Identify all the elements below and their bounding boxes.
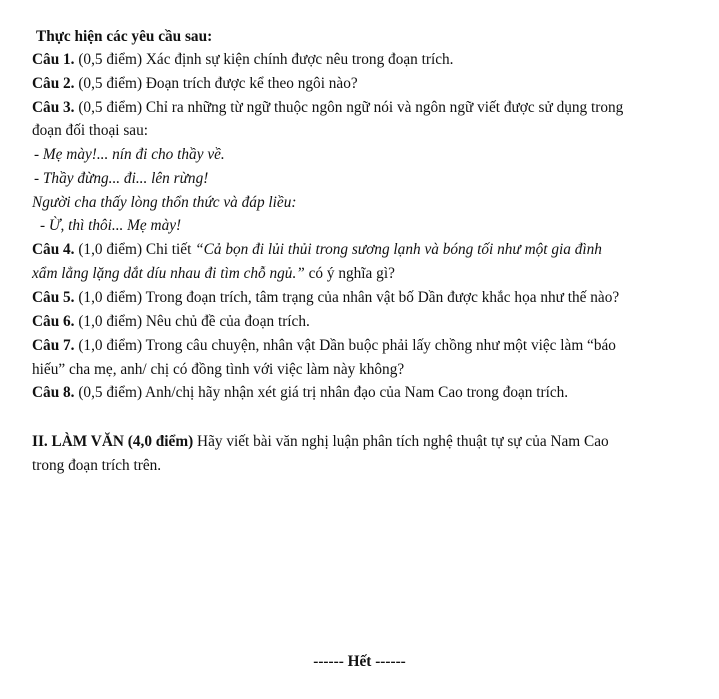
- question-4-continued: [32, 264, 395, 284]
- question-2-text: (0,5 điểm) Đoạn trích được kể theo ngôi nào?: [78, 75, 358, 92]
- question-1-label: Câu 1.: [32, 51, 75, 68]
- instructions-heading: [36, 27, 212, 47]
- question-7: [32, 336, 616, 356]
- dialogue-line-3: [32, 193, 296, 213]
- question-2-label: Câu 2.: [32, 75, 75, 92]
- section-2: [32, 432, 609, 452]
- question-3-continued: [32, 121, 148, 141]
- question-6-label: Câu 6.: [32, 313, 75, 330]
- dialogue-line-4-text: - Ừ, thì thôi... Mẹ mày!: [40, 217, 182, 234]
- question-7-text-line1: (1,0 điểm) Trong câu chuyện, nhân vật Dần buộc phải lấy chồng như một việc làm “báo: [78, 337, 616, 354]
- question-7-continued: [32, 360, 404, 380]
- question-7-label: Câu 7.: [32, 337, 75, 354]
- dialogue-line-2: [34, 169, 208, 189]
- question-5: [32, 288, 619, 308]
- question-3-text-line1: (0,5 điểm) Chỉ ra những từ ngữ thuộc ngôn ngữ nói và ngôn ngữ viết được sử dụng trong: [78, 99, 624, 116]
- section-2-continued: [32, 456, 161, 476]
- section-2-text-line1: Hãy viết bài văn nghị luận phân tích nghệ thuật tự sự của Nam Cao: [197, 433, 609, 450]
- question-2: [32, 74, 358, 94]
- question-4: [32, 240, 602, 260]
- dialogue-line-3-text: Người cha thấy lòng thổn thức và đáp liều:: [32, 194, 297, 211]
- question-3-text-line2: đoạn đối thoại sau:: [32, 122, 148, 139]
- section-2-heading: II. LÀM VĂN (4,0 điểm): [32, 433, 194, 450]
- question-3: [32, 98, 623, 118]
- dialogue-line-2-text: - Thầy đừng... đi... lên rừng!: [34, 170, 209, 187]
- question-5-label: Câu 5.: [32, 289, 75, 306]
- question-8: [32, 383, 568, 403]
- question-4-label: Câu 4.: [32, 241, 75, 258]
- question-8-text: (0,5 điểm) Anh/chị hãy nhận xét giá trị nhân đạo của Nam Cao trong đoạn trích.: [78, 384, 569, 401]
- section-2-text-line2: trong đoạn trích trên.: [32, 457, 162, 474]
- dialogue-line-1: [34, 145, 225, 165]
- question-1: [32, 50, 453, 70]
- dialogue-line-1-text: - Mẹ mày!... nín đi cho thầy về.: [34, 146, 225, 163]
- question-4-prefix: (1,0 điểm) Chi tiết: [78, 241, 192, 258]
- question-3-label: Câu 3.: [32, 99, 75, 116]
- question-4-quote-line2: xẩm lẳng lặng dắt díu nhau đi tìm chỗ ngủ.”: [32, 265, 305, 282]
- question-4-quote-line1: “Cả bọn đi lủi thủi trong sương lạnh và bóng tối như một gia đình: [195, 241, 602, 258]
- question-4-suffix: có ý nghĩa gì?: [308, 265, 395, 282]
- question-1-text: (0,5 điểm) Xác định sự kiện chính được nêu trong đoạn trích.: [78, 51, 454, 68]
- end-marker: ------ Hết ------: [313, 653, 406, 670]
- instructions-text: Thực hiện các yêu cầu sau:: [36, 28, 213, 45]
- question-5-text: (1,0 điểm) Trong đoạn trích, tâm trạng của nhân vật bố Dần được khắc họa như thế nào?: [78, 289, 620, 306]
- question-7-text-line2: hiếu” cha mẹ, anh/ chị có đồng tình với việc làm này không?: [32, 361, 405, 378]
- question-6: [32, 312, 310, 332]
- question-8-label: Câu 8.: [32, 384, 75, 401]
- dialogue-line-4: [40, 216, 181, 236]
- question-6-text: (1,0 điểm) Nêu chủ đề của đoạn trích.: [78, 313, 310, 330]
